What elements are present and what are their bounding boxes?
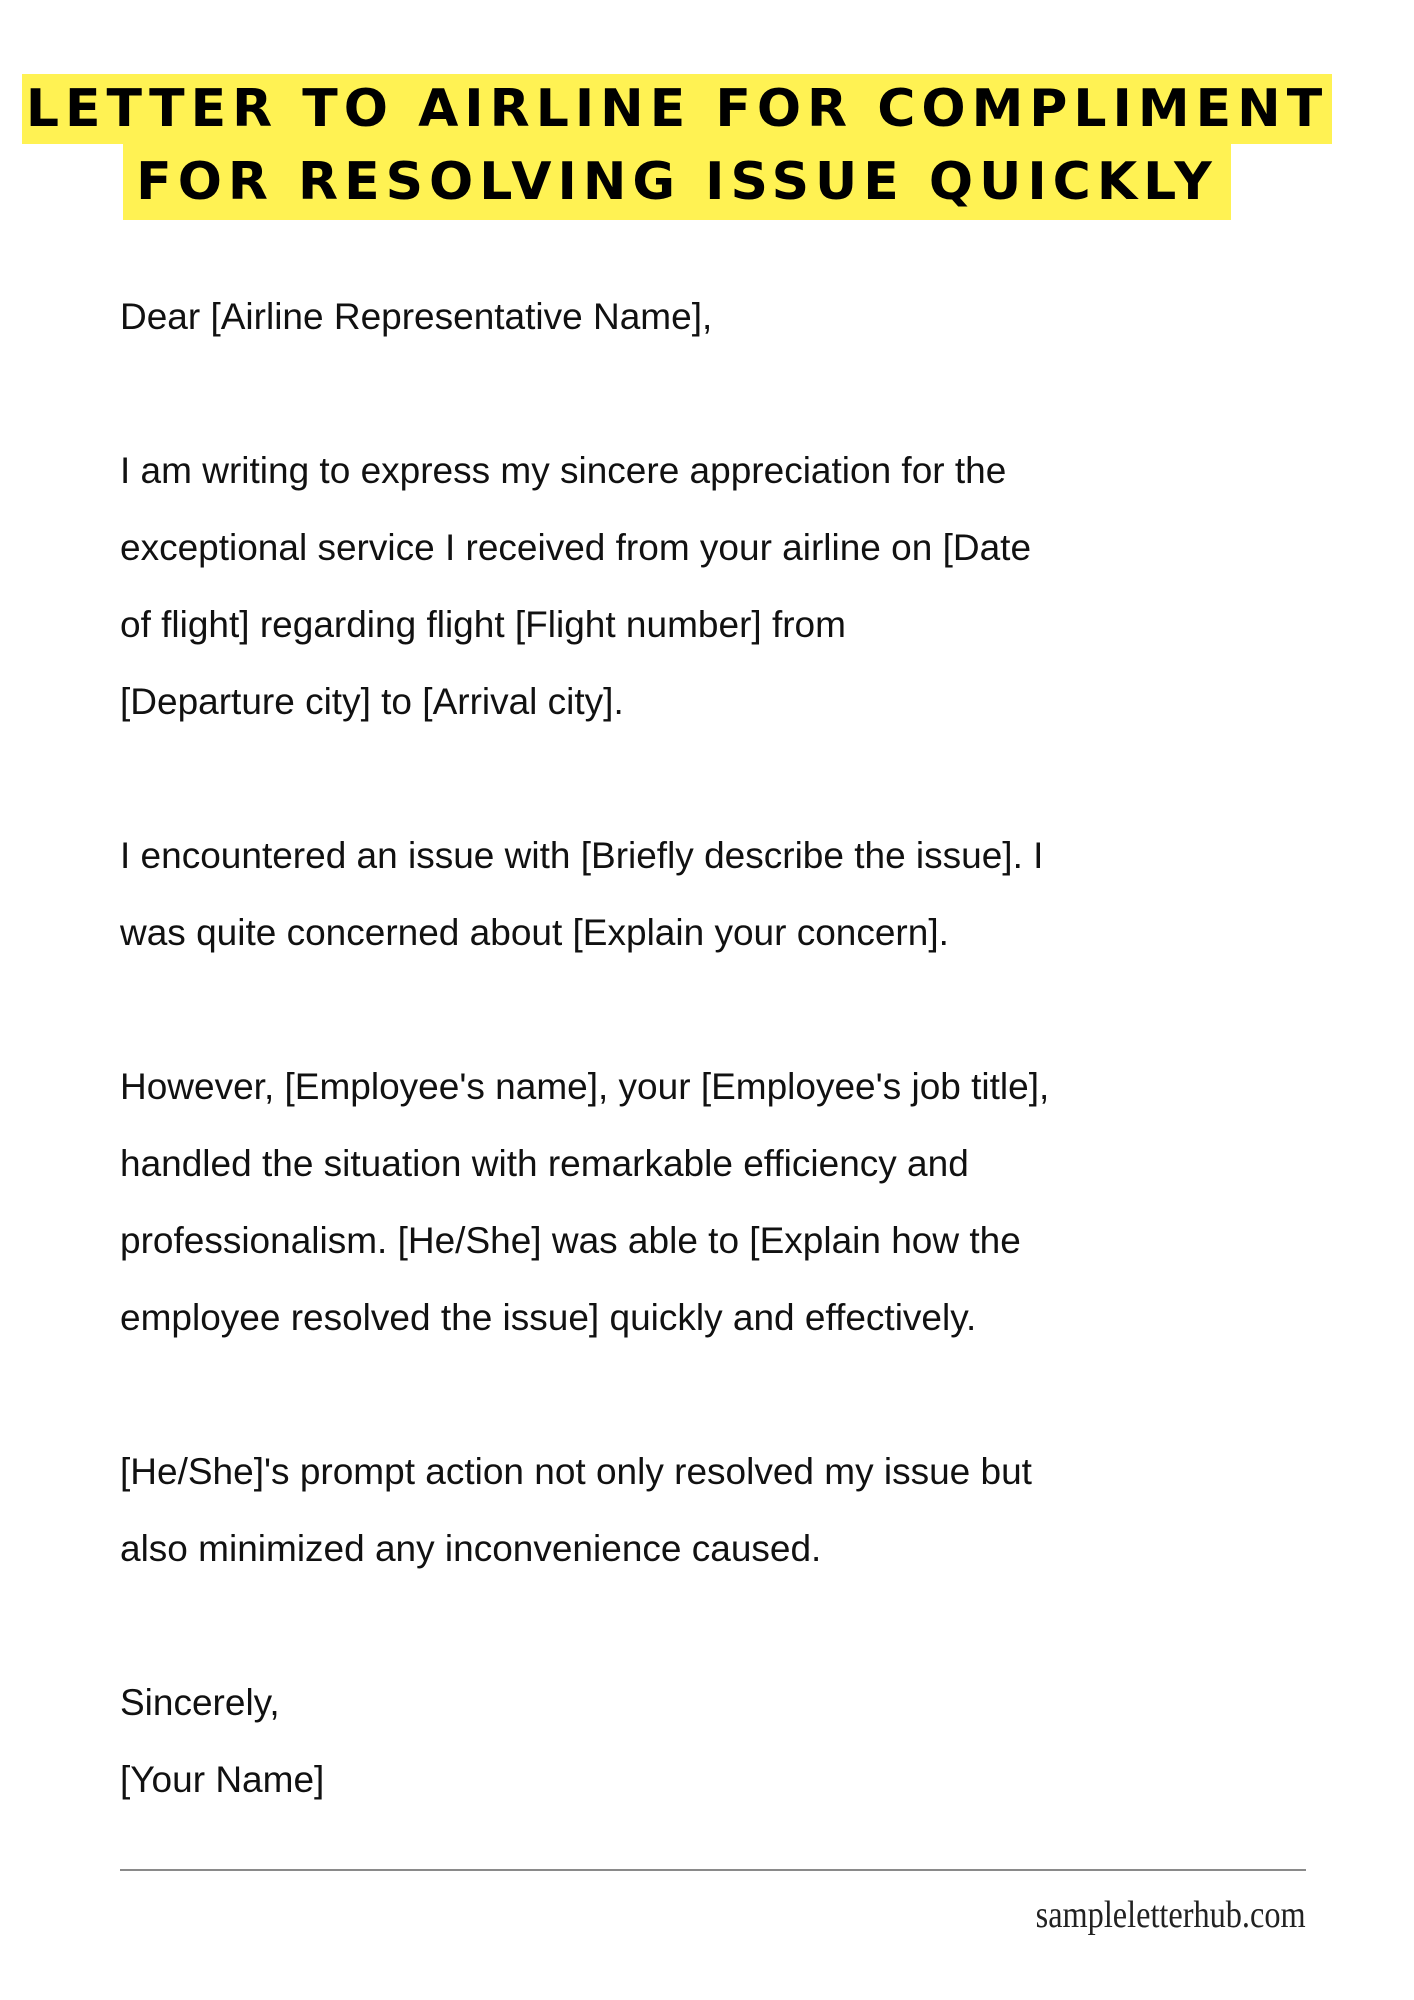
blank-line xyxy=(120,1587,1380,1664)
paragraph-1-line: I am writing to express my sincere appreciation for the xyxy=(120,450,1007,491)
blank-line xyxy=(120,971,1380,1048)
title-line-1: LETTER TO AIRLINE FOR COMPLIMENT xyxy=(22,74,1332,144)
paragraph-3-line: professionalism. [He/She] was able to [Explain how the xyxy=(120,1220,1021,1261)
paragraph-1-line: [Departure city] to [Arrival city]. xyxy=(120,681,624,722)
paragraph-2-line: I encountered an issue with [Briefly describe the issue]. I xyxy=(120,835,1044,876)
blank-line xyxy=(120,1356,1380,1433)
blank-line xyxy=(120,740,1380,817)
paragraph-2-line: was quite concerned about [Explain your concern]. xyxy=(120,912,949,953)
blank-line xyxy=(120,355,1380,432)
paragraph-3-line: handled the situation with remarkable efficiency and xyxy=(120,1143,969,1184)
footer-site: sampleletterhub.com xyxy=(1036,1894,1306,1936)
letter-body xyxy=(120,278,1380,1818)
paragraph-3-line: employee resolved the issue] quickly and effectively. xyxy=(120,1297,977,1338)
paragraph-1-line: exceptional service I received from your airline on [Date xyxy=(120,527,1032,568)
salutation: Dear [Airline Representative Name], xyxy=(120,296,713,337)
footer-divider xyxy=(120,1869,1306,1871)
paragraph-4-line: [He/She]'s prompt action not only resolved my issue but xyxy=(120,1451,1032,1492)
paragraph-1-line: of flight] regarding flight [Flight number] from xyxy=(120,604,846,645)
paragraph-4-line: also minimized any inconvenience caused. xyxy=(120,1528,822,1569)
paragraph-3-line: However, [Employee's name], your [Employee's job title], xyxy=(120,1066,1050,1107)
closing: Sincerely, xyxy=(120,1682,280,1723)
title-line-2: FOR RESOLVING ISSUE QUICKLY xyxy=(123,144,1231,220)
signature: [Your Name] xyxy=(120,1759,325,1800)
